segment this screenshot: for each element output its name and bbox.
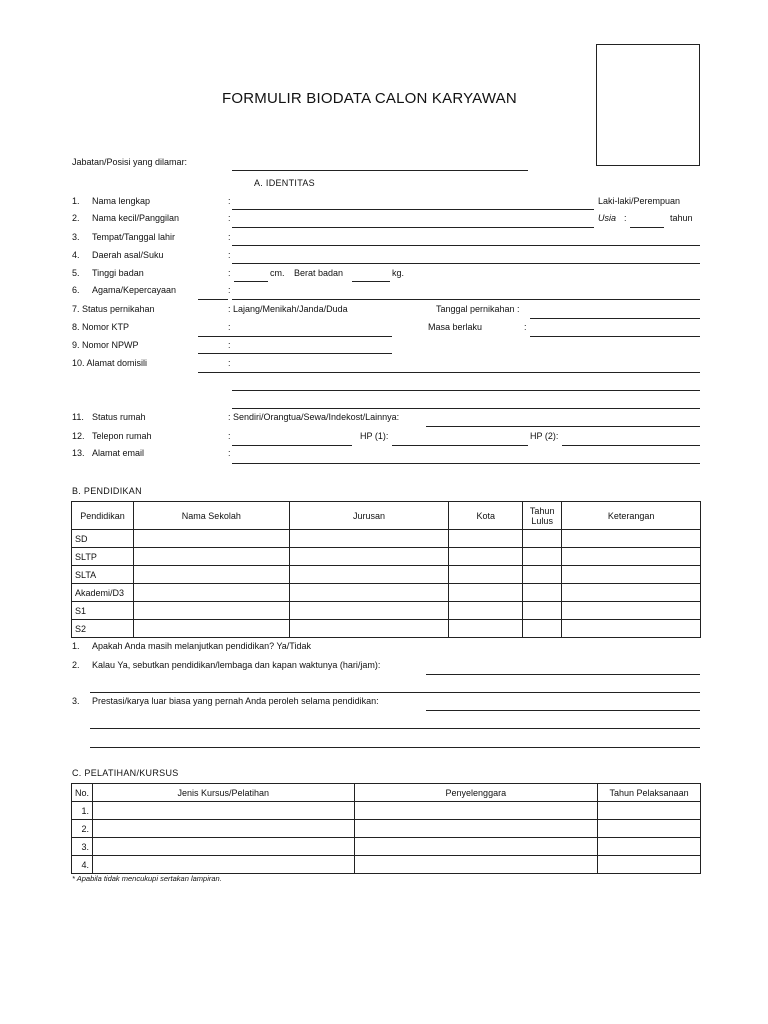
cell[interactable]	[562, 620, 701, 638]
label-nomor-ktp: 8. Nomor KTP	[72, 322, 130, 332]
kg-label: kg.	[392, 268, 405, 278]
alamat-domisili-field-3[interactable]	[232, 408, 700, 409]
q-num-1: 1.	[72, 641, 80, 651]
num-6: 6.	[72, 285, 80, 295]
label-status-pernikahan: 7. Status pernikahan	[72, 304, 155, 314]
num-4: 4.	[72, 250, 80, 260]
cell[interactable]	[523, 602, 562, 620]
cell[interactable]	[93, 802, 355, 820]
label-nomor-npwp: 9. Nomor NPWP	[72, 340, 139, 350]
label-tinggi-badan: Tinggi badan	[92, 268, 144, 278]
num-11: 11.	[72, 412, 84, 422]
col-lulus: Lulus	[531, 515, 553, 526]
col-no: No.	[72, 784, 93, 802]
cell[interactable]	[93, 856, 355, 874]
row-label: SLTA	[72, 566, 134, 584]
table-row	[72, 838, 701, 856]
col-jenis-kursus: Jenis Kursus/Pelatihan	[93, 784, 355, 802]
label-alamat-email: Alamat email	[92, 448, 145, 458]
cell[interactable]	[562, 530, 701, 548]
colon: :	[524, 322, 527, 332]
row-label: S2	[72, 620, 134, 638]
status-pernikahan-options: : Lajang/Menikah/Janda/Duda	[228, 304, 348, 314]
cell[interactable]	[133, 620, 289, 638]
prestasi-field-3[interactable]	[90, 747, 700, 748]
q-num-3: 3.	[72, 696, 80, 706]
table-row	[72, 820, 701, 838]
footnote: * Apabila tidak mencukupi sertakan lampiran.	[72, 874, 222, 883]
usia-label: Usia	[598, 213, 617, 223]
colon: :	[228, 358, 231, 368]
cell[interactable]	[523, 566, 562, 584]
cell[interactable]	[289, 548, 449, 566]
col-penyelenggara: Penyelenggara	[354, 784, 598, 802]
status-rumah-options: : Sendiri/Orangtua/Sewa/Indekost/Lainnya:	[228, 412, 400, 422]
hp2-field[interactable]	[562, 445, 700, 446]
pendidikan-header-row	[72, 502, 701, 530]
berat-badan-field[interactable]	[352, 281, 390, 282]
col-kota: Kota	[449, 502, 523, 530]
row-number: 3.	[72, 838, 93, 856]
cell[interactable]	[562, 584, 701, 602]
label-tanggal-pernikahan: Tanggal pernikahan :	[436, 304, 520, 314]
row-label: SLTP	[72, 548, 134, 566]
cell[interactable]	[523, 620, 562, 638]
label-tempat-tanggal-lahir: Tempat/Tanggal lahir	[92, 232, 176, 242]
table-row	[72, 566, 701, 584]
cell[interactable]	[449, 548, 523, 566]
alamat-domisili-field-1[interactable]	[198, 372, 700, 373]
usia-field[interactable]	[630, 227, 664, 228]
col-nama-sekolah: Nama Sekolah	[133, 502, 289, 530]
label-hp1: HP (1):	[360, 431, 389, 441]
tinggi-badan-field[interactable]	[234, 281, 268, 282]
colon: :	[624, 213, 627, 223]
nama-lengkap-field[interactable]	[232, 209, 594, 210]
question-kalau-ya: Kalau Ya, sebutkan pendidikan/lembaga dan kapan waktunya (hari/jam):	[92, 660, 381, 670]
colon: :	[228, 232, 231, 242]
cell[interactable]	[523, 584, 562, 602]
row-label: S1	[72, 602, 134, 620]
table-row	[72, 530, 701, 548]
cell[interactable]	[562, 548, 701, 566]
kalau-ya-field-1[interactable]	[426, 674, 700, 675]
col-tahun: Tahun	[529, 505, 555, 516]
label-nama-kecil: Nama kecil/Panggilan	[92, 213, 180, 223]
prestasi-field-1[interactable]	[426, 710, 700, 711]
num-12: 12.	[72, 431, 85, 441]
cell[interactable]	[289, 602, 449, 620]
cell[interactable]	[449, 584, 523, 602]
label-agama: Agama/Kepercayaan	[92, 285, 177, 295]
num-1: 1.	[72, 196, 80, 206]
row-label: SD	[72, 530, 134, 548]
cell[interactable]	[598, 802, 701, 820]
cell[interactable]	[133, 530, 289, 548]
cell[interactable]	[449, 602, 523, 620]
label-status-rumah: Status rumah	[92, 412, 146, 422]
nomor-npwp-field[interactable]	[198, 353, 392, 354]
row-number: 1.	[72, 802, 93, 820]
label-berat-badan: Berat badan	[294, 268, 344, 278]
num-3: 3.	[72, 232, 80, 242]
row-number: 4.	[72, 856, 93, 874]
pendidikan-table	[71, 501, 701, 638]
label-masa-berlaku: Masa berlaku	[428, 322, 483, 332]
cell[interactable]	[289, 566, 449, 584]
cell[interactable]	[523, 530, 562, 548]
table-row	[72, 856, 701, 874]
colon: :	[228, 340, 231, 350]
row-label: Akademi/D3	[72, 584, 134, 602]
table-row	[72, 602, 701, 620]
cell[interactable]	[93, 838, 355, 856]
cell[interactable]	[133, 548, 289, 566]
gender-options: Laki-laki/Perempuan	[598, 196, 681, 206]
cell[interactable]	[354, 838, 598, 856]
question-prestasi: Prestasi/karya luar biasa yang pernah Anda peroleh selama pendidikan:	[92, 696, 379, 706]
status-rumah-lainnya-field[interactable]	[426, 426, 700, 427]
label-nama-lengkap: Nama lengkap	[92, 196, 151, 206]
cm-label: cm.	[270, 268, 285, 278]
question-melanjutkan: Apakah Anda masih melanjutkan pendidikan? Ya/Tidak	[92, 641, 311, 651]
nama-kecil-field[interactable]	[232, 227, 594, 228]
col-tahun-pelaksanaan: Tahun Pelaksanaan	[598, 784, 701, 802]
colon: :	[228, 268, 231, 278]
section-a-heading: A. IDENTITAS	[254, 178, 315, 188]
label-telepon-rumah: Telepon rumah	[92, 431, 152, 441]
cell[interactable]	[354, 820, 598, 838]
kalau-ya-field-2[interactable]	[90, 692, 700, 693]
table-row	[72, 548, 701, 566]
alamat-domisili-field-2[interactable]	[232, 390, 700, 391]
label-hp2: HP (2):	[530, 431, 559, 441]
table-row	[72, 584, 701, 602]
col-jurusan: Jurusan	[289, 502, 449, 530]
col-keterangan: Keterangan	[562, 502, 701, 530]
colon: :	[228, 213, 231, 223]
num-5: 5.	[72, 268, 80, 278]
prestasi-field-2[interactable]	[90, 728, 700, 729]
cell[interactable]	[289, 530, 449, 548]
pelatihan-header-row	[72, 784, 701, 802]
cell[interactable]	[133, 584, 289, 602]
section-c-heading: C. PELATIHAN/KURSUS	[72, 768, 179, 778]
photo-box[interactable]	[596, 44, 700, 166]
masa-berlaku-field[interactable]	[530, 336, 700, 337]
num-2: 2.	[72, 213, 80, 223]
col-tahun-lulus	[523, 502, 562, 530]
num-13: 13.	[72, 448, 85, 458]
agama-underline-left	[198, 299, 228, 300]
cell[interactable]	[562, 602, 701, 620]
cell[interactable]	[354, 856, 598, 874]
cell[interactable]	[133, 566, 289, 584]
tahun-label: tahun	[670, 213, 693, 223]
hp1-field[interactable]	[392, 445, 528, 446]
cell[interactable]	[449, 620, 523, 638]
form-title: FORMULIR BIODATA CALON KARYAWAN	[222, 90, 517, 107]
cell[interactable]	[93, 820, 355, 838]
colon: :	[228, 322, 231, 332]
col-pendidikan: Pendidikan	[72, 502, 134, 530]
daerah-asal-field[interactable]	[232, 263, 700, 264]
cell[interactable]	[598, 856, 701, 874]
agama-field[interactable]	[232, 299, 700, 300]
colon: :	[228, 250, 231, 260]
cell[interactable]	[449, 566, 523, 584]
colon: :	[228, 448, 231, 458]
colon: :	[228, 285, 231, 295]
colon: :	[228, 196, 231, 206]
pelatihan-table	[71, 783, 701, 874]
nomor-ktp-field[interactable]	[198, 336, 392, 337]
row-number: 2.	[72, 820, 93, 838]
tanggal-pernikahan-field[interactable]	[530, 318, 700, 319]
table-row	[72, 620, 701, 638]
telepon-rumah-field[interactable]	[232, 445, 352, 446]
cell[interactable]	[354, 802, 598, 820]
cell[interactable]	[598, 838, 701, 856]
cell[interactable]	[562, 566, 701, 584]
alamat-email-field[interactable]	[232, 463, 700, 464]
jabatan-field[interactable]	[232, 170, 528, 171]
section-b-heading: B. PENDIDIKAN	[72, 486, 142, 496]
jabatan-label: Jabatan/Posisi yang dilamar:	[72, 157, 188, 167]
cell[interactable]	[133, 602, 289, 620]
label-daerah-asal: Daerah asal/Suku	[92, 250, 164, 260]
cell[interactable]	[289, 620, 449, 638]
colon: :	[228, 431, 231, 441]
table-row	[72, 802, 701, 820]
cell[interactable]	[289, 584, 449, 602]
q-num-2: 2.	[72, 660, 80, 670]
tempat-tanggal-lahir-field[interactable]	[232, 245, 700, 246]
label-alamat-domisili: 10. Alamat domisili	[72, 358, 148, 368]
cell[interactable]	[449, 530, 523, 548]
cell[interactable]	[523, 548, 562, 566]
cell[interactable]	[598, 820, 701, 838]
